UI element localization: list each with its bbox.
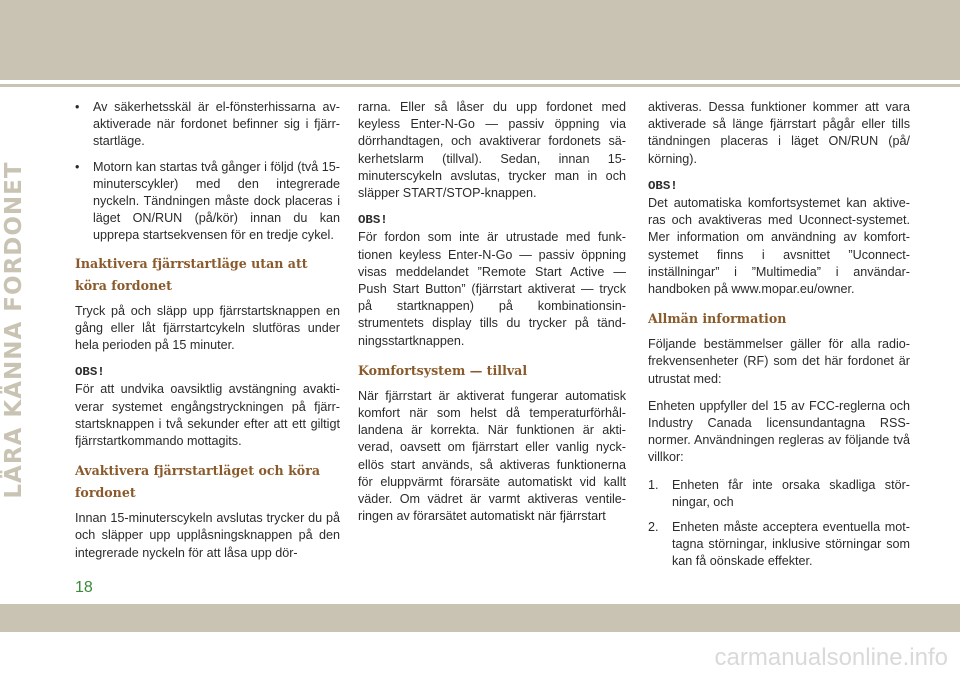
paragraph: Följande bestämmelser gäller för alla radio-frekvensenheter (RF) som det här fordonet är utrustat med:	[648, 337, 910, 386]
list-item	[648, 519, 910, 571]
bullet-list	[75, 99, 340, 245]
column-2	[358, 99, 626, 535]
paragraph: rarna. Eller så låser du upp fordonet med keyless Enter-N-Go — passiv öppning via dörrhandtagen, och avaktiverar fordonets sä-kerhetslarm (tillval). Sedan, innan 15-minuterscykeln avslutas, trycker man in och släpper START/STOP-knappen.	[358, 100, 626, 201]
paragraph: När fjärrstart är aktiverat fungerar automatisk komfort när som helst då temperaturförhål-landena är korrekta. När funktionen är akti-verad, oavsett om fjärrstart eller vanlig nyck-ellös start används, så aktiveras funktionerna för eluppvärmt förarsäte automatiskt vid kallt väder. Om vädret är varmt aktiveras ventile-ringen av förarsätet automatiskt när fjärrstart	[358, 388, 626, 524]
heading-general-information: Allmän information	[648, 311, 787, 327]
heading-comfort-system: Komfortsystem — tillval	[358, 362, 528, 378]
section-side-title: LÄRA KÄNNA FORDONET	[1, 161, 27, 499]
note-label: OBS!	[648, 178, 678, 193]
page-number: 18	[75, 579, 93, 596]
watermark: carmanualsonline.info	[714, 644, 948, 671]
header-rule	[0, 84, 960, 87]
paragraph: Enheten uppfyller del 15 av FCC-reglerna och Industry Canada licensundantagna RSS-normer. Användningen regleras av följande två villkor:	[648, 398, 910, 465]
list-number: 2.	[648, 520, 659, 535]
note-text: Det automatiska komfortsystemet kan aktive-ras och avaktiveras med Uconnect-systemet. Mer information om användning av komfort-systemet finns i avsnittet ”Uconnect-inställningar” i ”Multimedia” i användar-handboken på www.mopar.eu/owner.	[648, 196, 910, 297]
bullet-icon: •	[75, 159, 80, 174]
column-3	[648, 99, 910, 579]
footer-band	[0, 604, 960, 632]
numbered-list	[648, 477, 910, 571]
paragraph: Innan 15-minuterscykeln avslutas trycker du på och släpper upp upplåsningsknappen på den integrerade nyckeln för att låsa upp dör-	[75, 511, 340, 560]
header-band	[0, 0, 960, 80]
column-1	[75, 99, 340, 572]
note-text: För att undvika oavsiktlig avstängning avakti-verar systemet engångstryckningen på fjärr-startsknappen i två sekunder efter att ett giltigt fjärrstartkommando mottagits.	[75, 382, 340, 449]
list-item-text: Motorn kan startas två gånger i följd (två 15-minuterscykler) med den integrerade nyckeln. Tändningen måste dock placeras i läget ON/RUN (på/kör) innan du kan upprepa startsekvensen för en tredje cykel.	[93, 159, 340, 243]
list-item	[648, 477, 910, 511]
bullet-icon: •	[75, 100, 80, 114]
list-item-text: Av säkerhetsskäl är el-fönsterhissarna av-aktiverade när fordonet befinner sig i fjärr-startläge.	[93, 100, 340, 149]
paragraph: Tryck på och släpp upp fjärrstartsknappen en gång eller låt fjärrstartcykeln slutföras under hela perioden på 15 minuter.	[75, 303, 340, 353]
note-text: För fordon som inte är utrustade med funk-tionen keyless Enter-N-Go — passiv öppning visas meddelandet ”Remote Start Active — Push Start Button” (fjärrstart aktiverat — tryck på startknappen) på kombinationsin-strumentets display tills du trycker på tänd-ningsstartknappen.	[358, 230, 626, 348]
heading-disable-remote-start: Inaktivera fjärrstartläge utan att köra fordonet	[75, 255, 308, 293]
note-label: OBS!	[358, 213, 388, 228]
paragraph: aktiveras. Dessa funktioner kommer att vara aktiverade så länge fjärrstart pågår eller tills tändningen placeras i läget ON/RUN (på/ körning).	[648, 100, 910, 166]
heading-deactivate-and-drive: Avaktivera fjärrstartläget och köra fordonet	[75, 463, 320, 501]
note-label: OBS!	[75, 365, 105, 380]
list-item-text: Enheten måste acceptera eventuella mot-tagna störningar, inklusive störningar som kan få oönskade effekter.	[672, 520, 910, 569]
list-item-text: Enheten får inte orsaka skadliga stör-ningar, och	[672, 477, 910, 509]
list-number: 1.	[648, 477, 659, 492]
list-item	[75, 159, 340, 245]
list-item	[75, 99, 340, 151]
